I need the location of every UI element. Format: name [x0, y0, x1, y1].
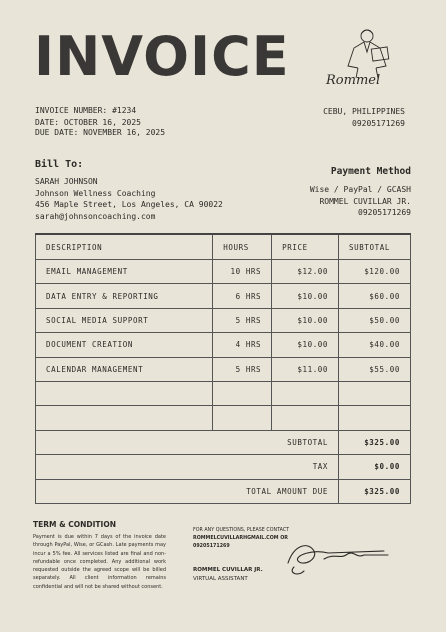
- terms-text: Payment is due within 7 days of the invoice date through PayPal, Wise, or GCash. Late payments may incur a 5% fee. All services listed are final and non-refundable once completed. Any additional work requested outside the agreed scope will be billed separately. All client information remains confidential and will not be shared without consent.: [33, 534, 166, 590]
- row-subtotal: $40.00: [339, 333, 411, 357]
- total-row: [36, 479, 411, 503]
- table-row: [36, 284, 411, 308]
- logo-text: Rommel: [326, 73, 381, 88]
- signature-role: VIRTUAL ASSISTANT: [193, 576, 248, 582]
- invoice-due-date: DUE DATE: NOVEMBER 16, 2025: [35, 128, 166, 137]
- subtotal-value: $325.00: [339, 430, 411, 454]
- row-hours: 5 HRS: [213, 308, 272, 332]
- invoice-table: [35, 233, 411, 504]
- row-description: SOCIAL MEDIA SUPPORT: [36, 308, 213, 332]
- row-subtotal: $50.00: [339, 308, 411, 332]
- header-price: PRICE: [272, 234, 339, 260]
- row-hours: 5 HRS: [213, 357, 272, 381]
- sender-info: [323, 106, 405, 130]
- sender-location: CEBU, PHILIPPINES: [323, 107, 405, 116]
- client-address: 456 Maple Street, Los Angeles, CA 90022: [35, 200, 223, 209]
- table-row: [36, 357, 411, 381]
- payment-phone: 09205171269: [358, 208, 411, 217]
- header-subtotal: SUBTOTAL: [339, 234, 411, 260]
- row-subtotal: $55.00: [339, 357, 411, 381]
- terms-heading: TERM & CONDITION: [33, 520, 116, 529]
- subtotal-label: SUBTOTAL: [36, 430, 339, 454]
- header-description: DESCRIPTION: [36, 234, 213, 260]
- row-subtotal: $120.00: [339, 260, 411, 284]
- row-price: $12.00: [272, 260, 339, 284]
- table-row: [36, 260, 411, 284]
- empty-row: [36, 381, 411, 405]
- contact-phone: 09205171269: [193, 544, 230, 549]
- row-price: $10.00: [272, 284, 339, 308]
- empty-row: [36, 406, 411, 430]
- row-hours: 4 HRS: [213, 333, 272, 357]
- row-subtotal: $60.00: [339, 284, 411, 308]
- total-value: $325.00: [339, 479, 411, 503]
- invoice-title: INVOICE: [34, 25, 290, 88]
- tax-row: [36, 455, 411, 479]
- invoice-date: DATE: OCTOBER 16, 2025: [35, 118, 141, 127]
- table-row: [36, 333, 411, 357]
- total-label: TOTAL AMOUNT DUE: [36, 479, 339, 503]
- table-header-row: [36, 234, 411, 260]
- sender-phone: 09205171269: [352, 119, 405, 128]
- row-hours: 10 HRS: [213, 260, 272, 284]
- bill-to-block: [35, 176, 223, 222]
- person-at-laptop-icon: [320, 24, 410, 90]
- row-description: CALENDAR MANAGEMENT: [36, 357, 213, 381]
- row-description: DOCUMENT CREATION: [36, 333, 213, 357]
- payment-name: ROMMEL CUVILLAR JR.: [319, 196, 411, 206]
- header-hours: HOURS: [213, 234, 272, 260]
- signature-scribble-icon: [284, 533, 394, 579]
- row-price: $11.00: [272, 357, 339, 381]
- invoice-meta: [35, 106, 165, 138]
- row-description: DATA ENTRY & REPORTING: [36, 284, 213, 308]
- tax-value: $0.00: [339, 455, 411, 479]
- signature: [284, 533, 394, 579]
- client-company: Johnson Wellness Coaching: [35, 188, 156, 198]
- subtotal-row: [36, 430, 411, 454]
- logo: [320, 24, 410, 90]
- contact-email: ROMMELCUVILLARHGMAIL.COM OR: [193, 536, 288, 541]
- tax-label: TAX: [36, 455, 339, 479]
- signature-name: ROMMEL CUVILLAR JR.: [193, 567, 263, 573]
- table-row: [36, 308, 411, 332]
- bill-to-heading: Bill To:: [35, 159, 84, 170]
- client-email: sarah@johnsoncoaching.com: [35, 211, 156, 221]
- row-description: EMAIL MANAGEMENT: [36, 260, 213, 284]
- row-price: $10.00: [272, 308, 339, 332]
- client-name: SARAH JOHNSON: [35, 177, 98, 186]
- row-hours: 6 HRS: [213, 284, 272, 308]
- payment-methods: Wise / PayPal / GCASH: [309, 185, 411, 194]
- payment-method-heading: Payment Method: [330, 166, 411, 177]
- payment-method-block: [310, 184, 411, 219]
- invoice-number: INVOICE NUMBER: #1234: [35, 106, 137, 115]
- contact-line-1: FOR ANY QUESTIONS, PLEASE CONTACT: [193, 528, 290, 533]
- row-price: $10.00: [272, 333, 339, 357]
